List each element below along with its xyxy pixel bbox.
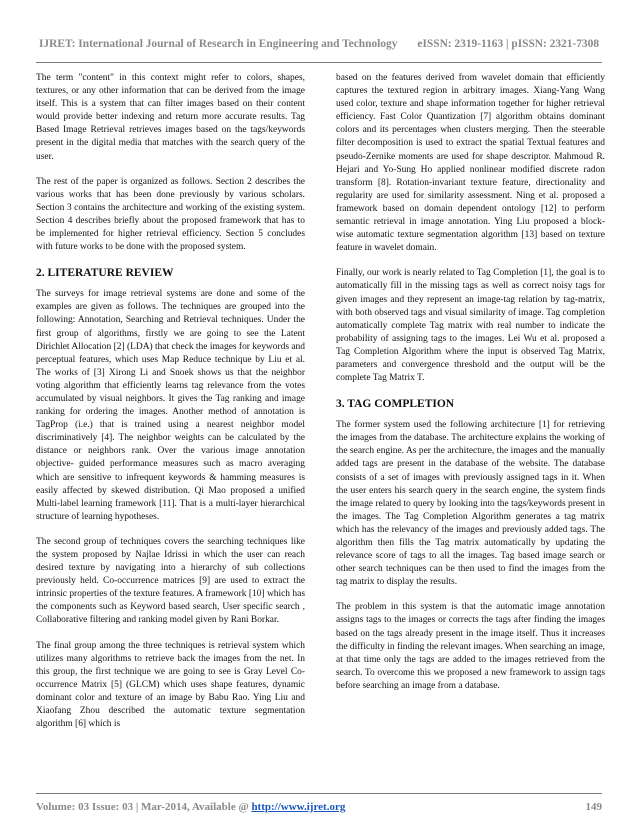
section-heading-literature-review: 2. LITERATURE REVIEW	[36, 267, 174, 280]
running-header	[0, 38, 638, 50]
page-number: 149	[585, 801, 602, 813]
right-column	[336, 72, 605, 705]
left-column	[36, 72, 305, 743]
section-heading-tag-completion: 3. TAG COMPLETION	[336, 398, 455, 411]
header-divider	[36, 62, 602, 63]
footer-divider	[36, 793, 602, 794]
journal-title: IJRET: International Journal of Research in Engineering and Technology	[38, 38, 398, 50]
paragraph: The problem in this system is that the automatic image annotation assigns tags to the images or corrects the tags after finding the images based on the tags already present in the image itself. Thus it increases the difficulty in finding the relevant images. When searching an image, at that time only the tags are added to the images retrieved from the search. To overcome this we proposed a new framework to assign tags before searching an image from a database.	[336, 602, 605, 691]
paragraph: The term "content" in this context might refer to colors, shapes, textures, or any other information that can be derived from the image itself. This is a system that can filter images based on their content would provide better indexing and return more accurate results. Tag Based Image Retrieval retrieves images based on the tags/keywords present in the digital media that matches with the search query of the user.	[36, 73, 305, 162]
issn-text: eISSN: 2319-1163 | pISSN: 2321-7308	[417, 38, 600, 50]
paragraph: based on the features derived from wavelet domain that efficiently captures the textured region in arbitrary images. Xiang-Yang Wang used color, texture and shape information together for higher retrieval efficiency. Fast Color Quantization [7] algorithm obtains dominant colors and its percentages when clusters merging. Then the steerable filter decomposition is used to extract the spatial Textual features and pseudo-Zernike moments are used for shape descriptor. Mahmoud R. Hejari and Yo-Sung Ho applied nonlinear modified discrete radon transform [8]. Rotation-invariant texture feature, directionality and regularity are used for similarity assessment. Ning et al. proposed a framework based on domain dependent ontology [12] to perform semantic retrieval in image annotation. Ying Liu proposed a block-wise automatic texture segmentation algorithm [13] based on texture feature in wavelet domain.	[336, 73, 605, 254]
footer-volume: Volume: 03 Issue: 03 | Mar-2014, Available @	[36, 801, 252, 813]
paragraph: The rest of the paper is organized as follows. Section 2 describes the various works that has been done previously by various scholars. Section 3 contains the architecture and working of the existing system. Section 4 describes briefly about the proposed framework that has to be implemented for higher retrieval efficiency. Section 5 concludes with future works to be done with the proposed system.	[36, 176, 305, 253]
paragraph: The second group of techniques covers the searching techniques like the system proposed by Najlae Idrissi in which the user can reach desired texture by navigating into a hierarchy of sub collections previously held. Co-occurrence matrices [9] are used to extract the intrinsic properties of the texture features. A framework [10] which has the components such as Keyword based search, User specific search , Collaborative filtering and ranking model given by Rani Borkar.	[36, 536, 305, 626]
paragraph: The surveys for image retrieval systems are done and some of the examples are given as follows. The techniques are grouped into the following: Annotation, Searching and Retrieval techniques. Under the first group of algorithms, firstly we are going to see the Latent Dirichlet Allocation [2] (LDA) that check the images for keywords and perceptual features, which uses Map Reduce technique by Liu et al. The works of [3] Xirong Li and Snoek shows us that the neighbor voting algorithm that efficiently learns tag relevance from the votes accumulated by visual neighbors. It gives the Tag ranking and image ranking for ordering the images. Another method of annotation is TagProp (i.e.) that is trained using a nearest neighbor model discriminatively [4]. The neighbor weights can be calculated by the distance or neighbors rank. Over the various image annotation objective- guided performance measures such as macro averaging which are sensitive to infrequent keywords & hamming measures is easily affected by skewed distribution. Qi Mao proposed a unified Multi-label learning framework [11]. That is a multi-layer hierarchical structure of learning hypotheses.	[36, 289, 305, 522]
paragraph: The former system used the following architecture [1] for retrieving the images from the database. The architecture explains the working of the search engine. As per the architecture, the images and the manually added tags are present in the database of the website. The database consists of a set of images with previously assigned tags in it. When the user enters his search query in the search engine, the system finds the image related to query by looking into the tags/keywords present in the images. The Tag Completion Algorithm generates a tag matrix which has the relevancy of the images and previously added tags. The algorithm then fills the Tag matrix automatically by updating the relevance score of tags to all the images. Tag based image search or other search techniques can be then used to find the images from the tag matrix to display the results.	[336, 420, 605, 588]
paragraph: The final group among the three techniques is retrieval system which utilizes many algorithms to retrieve back the images from the net. In this group, the first technique we are going to see is Gray Level Co-occurrence Matrix [5] (GLCM) which uses shape features, dynamic dominant color and texture of an image by Babu Rao. Ying Liu and Xiaofang Zhou described the automatic texture segmentation algorithm [6] which is	[36, 640, 305, 730]
paragraph: Finally, our work is nearly related to Tag Completion [1], the goal is to automatically fill in the missing tags as well as correct noisy tags for given images and they represent an image-tag relation by tag-matrix, with both observed tags and visual similarity of image. Tag completion automatically complete Tag matrix with real number to indicate the probability of assigning tags to the images. Lei Wu et al. proposed a Tag Completion Algorithm where the input is observed Tag Matrix, parameters and convergence threshold and the output will be the complete Tag Matrix T.	[336, 268, 605, 384]
running-footer	[36, 801, 602, 813]
journal-link[interactable]: http://www.ijret.org	[251, 801, 346, 813]
